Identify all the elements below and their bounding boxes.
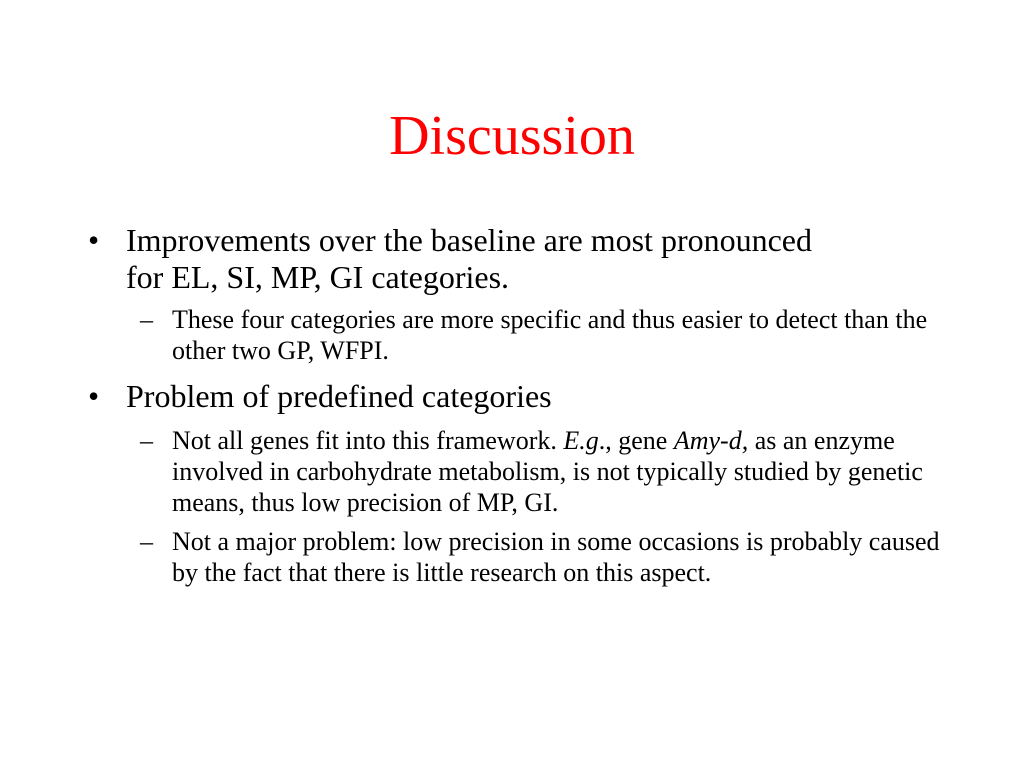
italic-abbreviation: E.g bbox=[563, 426, 599, 455]
bullet-item bbox=[78, 222, 978, 296]
bullet-item bbox=[78, 378, 978, 415]
sub-bullet-item bbox=[78, 526, 978, 588]
sub-bullet-item bbox=[78, 304, 978, 366]
sub-bullet-marker: – bbox=[140, 305, 153, 334]
bullet-marker: • bbox=[88, 378, 100, 414]
sub-bullet-marker: – bbox=[140, 426, 153, 455]
slide-content bbox=[78, 222, 978, 588]
sub-bullet-text bbox=[172, 425, 942, 518]
bullet-text: Problem of predefined categories bbox=[126, 378, 552, 414]
sub-bullet-text: These four categories are more specific and thus easier to detect than the other two GP, WFPI. bbox=[172, 305, 928, 365]
sub-bullet-marker: – bbox=[140, 527, 153, 556]
sub-bullet-item bbox=[78, 425, 978, 518]
text-segment: ., gene bbox=[598, 426, 674, 455]
text-segment: as an enzyme involved in carbohydrate metabolism, is not typically studied by genetic means, thus low precision of MP, GI. bbox=[172, 426, 923, 517]
sub-bullet-text: Not a major problem: low precision in some occasions is probably caused by the fact that there is little research on this aspect. bbox=[172, 527, 940, 587]
italic-gene-name: Amy-d, bbox=[673, 426, 749, 455]
slide-title: Discussion bbox=[389, 105, 635, 167]
bullet-text: Improvements over the baseline are most pronounced for EL, SI, MP, GI categories. bbox=[126, 222, 812, 295]
bullet-marker: • bbox=[88, 222, 100, 258]
text-segment: Not all genes fit into this framework. bbox=[172, 426, 564, 455]
